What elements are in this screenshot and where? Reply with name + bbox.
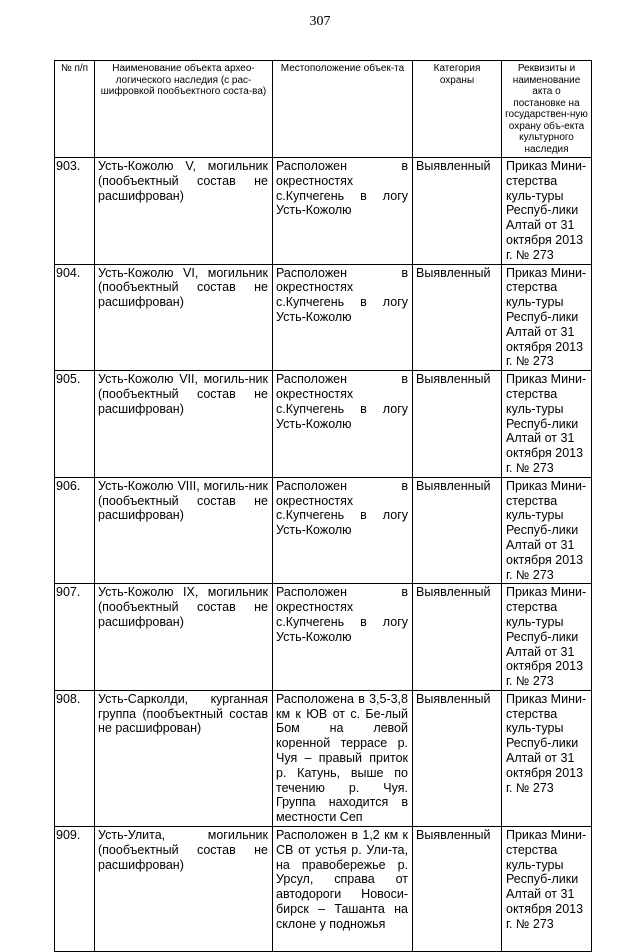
protection-category: Выявленный [413, 158, 502, 265]
object-location: Расположен в 1,2 км к СВ от устья р. Ули-та, на правобережье р. Урсул, справа от автодороги Новоси-бирск – Ташанта на склоне у подножья [273, 827, 413, 952]
header-requisites: Реквизиты и наименование акта о постановке на государствен-ную охрану объ-екта культурного наследия [502, 61, 592, 158]
act-requisites: Приказ Мини-стерства куль-туры Респуб-лики Алтай от 31 октября 2013 г. № 273 [502, 371, 592, 478]
object-location: Расположен в окрестностях с.Купчегень в логу Усть-Кожолю [273, 158, 413, 265]
table-row [55, 371, 592, 478]
object-name: Усть-Кожолю VII, могиль-ник (пообъектный состав не расшифрован) [95, 371, 273, 478]
table-row [55, 690, 592, 826]
table-header-row [55, 61, 592, 158]
heritage-registry-table [54, 60, 592, 952]
row-number: 907. [55, 584, 95, 691]
object-name: Усть-Кожолю VI, могильник (пообъектный состав не расшифрован) [95, 264, 273, 371]
object-name: Усть-Кожолю V, могильник (пообъектный состав не расшифрован) [95, 158, 273, 265]
table-row [55, 264, 592, 371]
row-number: 904. [55, 264, 95, 371]
table-row [55, 584, 592, 691]
act-requisites: Приказ Мини-стерства куль-туры Респуб-лики Алтай от 31 октября 2013 г. № 273 [502, 827, 592, 952]
header-protection-category: Категория охраны [413, 61, 502, 158]
object-name: Усть-Кожолю IX, могильник (пообъектный состав не расшифрован) [95, 584, 273, 691]
row-number: 906. [55, 477, 95, 584]
header-number: № п/п [55, 61, 95, 158]
row-number: 903. [55, 158, 95, 265]
row-number: 908. [55, 690, 95, 826]
protection-category: Выявленный [413, 584, 502, 691]
object-location: Расположен в окрестностях с.Купчегень в логу Усть-Кожолю [273, 264, 413, 371]
act-requisites: Приказ Мини-стерства куль-туры Респуб-лики Алтай от 31 октября 2013 г. № 273 [502, 690, 592, 826]
header-location: Местоположение объек-та [273, 61, 413, 158]
page-number: 307 [309, 14, 331, 29]
object-name: Усть-Сарколди, курганная группа (пообъектный состав не расшифрован) [95, 690, 273, 826]
object-name: Усть-Улита, могильник (пообъектный состав не расшифрован) [95, 827, 273, 952]
object-location: Расположен в окрестностях с.Купчегень в логу Усть-Кожолю [273, 584, 413, 691]
protection-category: Выявленный [413, 477, 502, 584]
object-location: Расположен в окрестностях с.Купчегень в логу Усть-Кожолю [273, 371, 413, 478]
act-requisites: Приказ Мини-стерства куль-туры Респуб-лики Алтай от 31 октября 2013 г. № 273 [502, 264, 592, 371]
object-location: Расположена в 3,5-3,8 км к ЮВ от с. Бе-лый Бом на левой коренной террасе р. Чуя – правый приток р. Катунь, выше по течению р. Чуя. Группа находится в местности Сеп [273, 690, 413, 826]
act-requisites: Приказ Мини-стерства куль-туры Респуб-лики Алтай от 31 октября 2013 г. № 273 [502, 158, 592, 265]
header-object-name: Наименование объекта архео-логического наследия (с рас-шифровкой пообъектного соста-ва) [95, 61, 273, 158]
object-name: Усть-Кожолю VIII, могиль-ник (пообъектный состав не расшифрован) [95, 477, 273, 584]
table-row [55, 827, 592, 952]
table-row [55, 158, 592, 265]
protection-category: Выявленный [413, 264, 502, 371]
object-location: Расположен в окрестностях с.Купчегень в логу Усть-Кожолю [273, 477, 413, 584]
protection-category: Выявленный [413, 371, 502, 478]
act-requisites: Приказ Мини-стерства куль-туры Респуб-лики Алтай от 31 октября 2013 г. № 273 [502, 584, 592, 691]
table-row [55, 477, 592, 584]
act-requisites: Приказ Мини-стерства куль-туры Респуб-лики Алтай от 31 октября 2013 г. № 273 [502, 477, 592, 584]
row-number: 905. [55, 371, 95, 478]
protection-category: Выявленный [413, 827, 502, 952]
row-number: 909. [55, 827, 95, 952]
protection-category: Выявленный [413, 690, 502, 826]
